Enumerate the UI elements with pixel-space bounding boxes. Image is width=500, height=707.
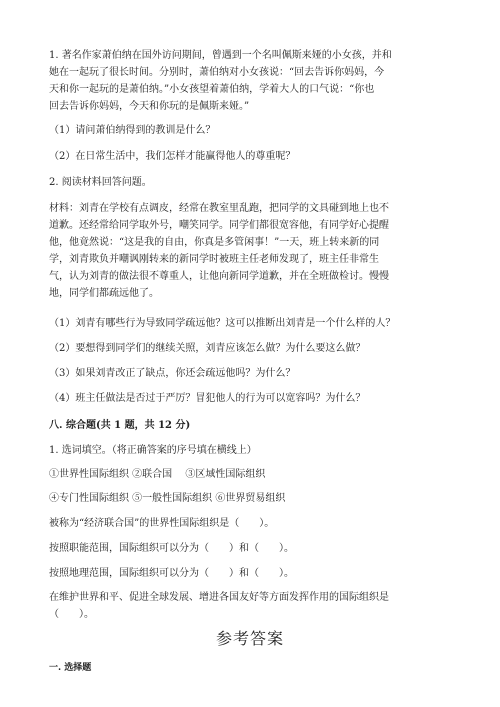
question-2-sub-1: （1）刘青有哪些行为导致同学疏远他？这可以推断出刘青是一个什么样的人？ bbox=[49, 318, 396, 329]
paragraph-line: 她在一起玩了很长时间。分别时，萧伯纳对小女孩说：“回去告诉你妈妈，今 bbox=[49, 67, 385, 78]
question-1-text bbox=[49, 47, 454, 115]
section-8-blank-2: 按照职能范围，国际组织可以分为（ ）和（ ）。 bbox=[49, 543, 294, 554]
paragraph-line: 地，同学们都疏远他了。 bbox=[49, 288, 159, 299]
question-1-sub-2: （2）在日常生活中，我们怎样才能赢得他人的尊重呢？ bbox=[49, 151, 296, 162]
question-2-sub-2: （2）要想得到同学们的继续关照，刘青应该怎么做？为什么要这么做？ bbox=[49, 343, 366, 354]
paragraph-line: 材料：刘青在学校有点调皮，经常在教室里乱跑，把同学的文具碰到地上也不 bbox=[49, 203, 389, 214]
paragraph-line: 在维护世界和平、促进全球发展、增进各国友好等方面发挥作用的国际组织是 bbox=[49, 592, 389, 603]
paragraph-line: 气，认为刘青的做法很不尊重人，让他向新同学道歉，并在全班做检讨。慢慢 bbox=[49, 271, 389, 282]
question-2-title: 2. 阅读材料回答问题。 bbox=[49, 177, 152, 188]
question-2-sub-3: （3）如果刘青改正了缺点，你还会疏远他吗？为什么？ bbox=[49, 368, 296, 379]
section-8-blank-1: 被称为“经济联合国”的世界性国际组织是（ ）。 bbox=[49, 518, 275, 529]
section-8-options-2: ④专门性国际组织 ⑤一般性国际组织 ⑥世界贸易组织 bbox=[49, 493, 286, 504]
answer-title: 参考答案 bbox=[215, 629, 284, 648]
paragraph-line: 1. 著名作家萧伯纳在国外访问期间，曾遇到一个名叫佩斯来娅的小女孩，并和 bbox=[49, 50, 392, 61]
section-8-blank-3: 按照地理范围，国际组织可以分为（ ）和（ ）。 bbox=[49, 568, 294, 579]
answer-subheading: 一. 选择题 bbox=[49, 663, 92, 673]
section-8-intro: 1. 选词填空。（将正确答案的序号填在横线上） bbox=[49, 445, 257, 456]
question-2-material bbox=[49, 200, 454, 302]
question-2-sub-4: （4）班主任做法是否过于严厉？冒犯他人的行为可以宽容吗？为什么？ bbox=[49, 393, 366, 404]
paragraph-line: 他，他竟然说：“这是我的自由，你真是多管闲事！”一天，班上转来新的同 bbox=[49, 237, 380, 248]
section-8-options-1: ①世界性国际组织 ②联合国 ③区域性国际组织 bbox=[49, 469, 266, 480]
section-8-heading: 八. 综合题(共 1 题，共 12 分) bbox=[49, 420, 191, 431]
paragraph-line: 学，刘青欺负并嘲讽刚转来的新同学时被班主任老师发现了，班主任非常生 bbox=[49, 254, 379, 265]
section-8-blank-4 bbox=[49, 589, 454, 623]
paragraph-line: 道歉。还经常给同学取外号，嘲笑同学。同学们都很宽容他，有同学好心提醒 bbox=[49, 220, 389, 231]
paragraph-line: 天和你一起玩的是萧伯纳。”小女孩望着萧伯纳，学着大人的口气说：“你也 bbox=[49, 84, 375, 95]
question-1-sub-1: （1）请问萧伯纳得到的教训是什么？ bbox=[49, 125, 216, 136]
paragraph-line: 回去告诉你妈妈，今天和你玩的是佩斯来娅。” bbox=[49, 101, 250, 112]
paragraph-line: （ ）。 bbox=[49, 609, 94, 620]
